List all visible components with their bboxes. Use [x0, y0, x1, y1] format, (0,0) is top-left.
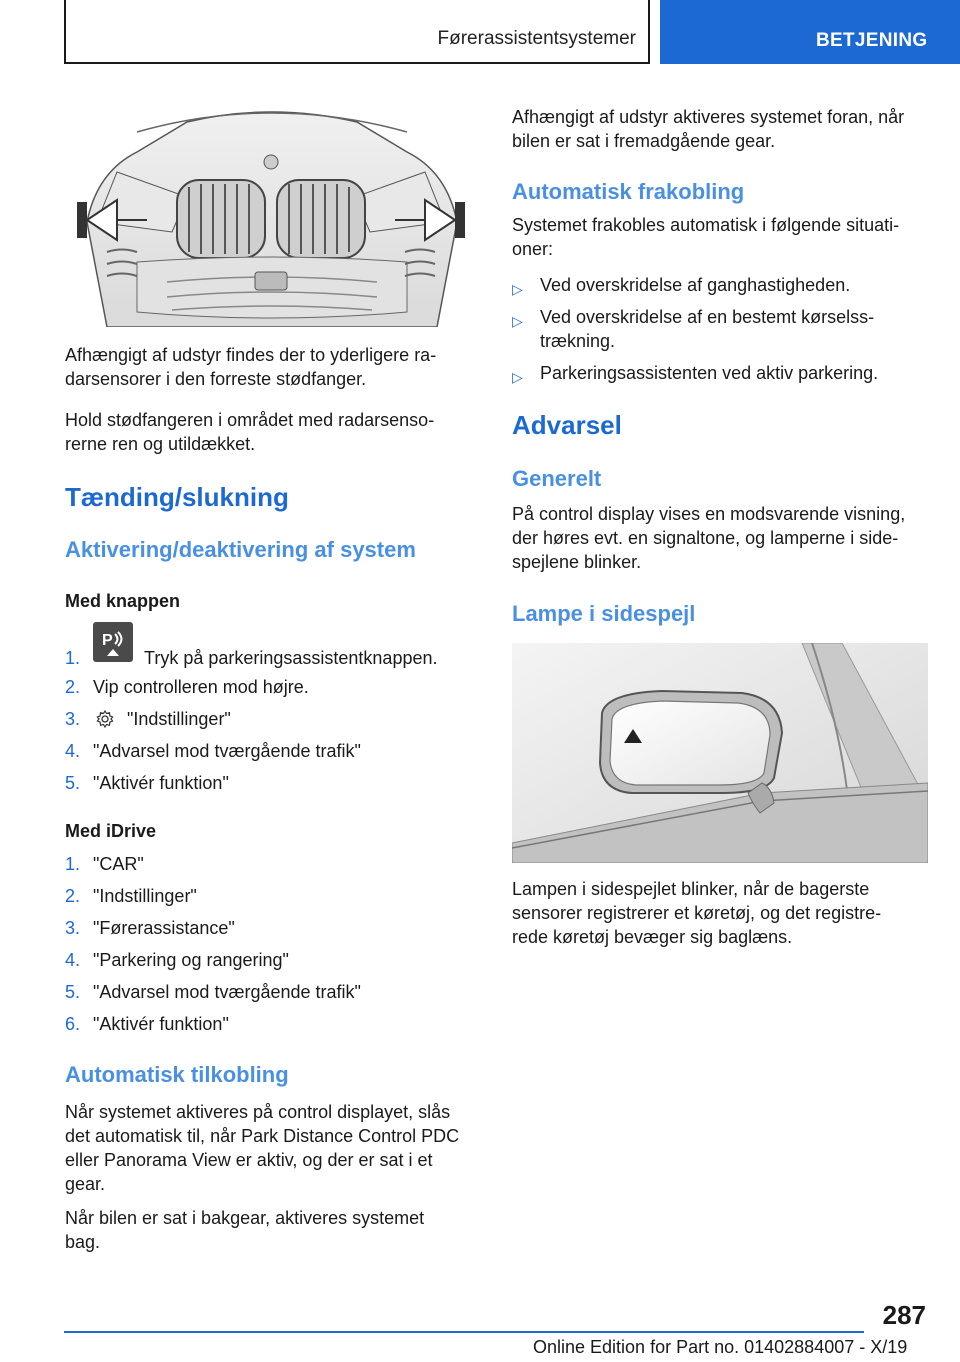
- car-front-illustration: [77, 102, 465, 327]
- auto-off-bullet-1: ▷ Ved overskridelse af ganghastigheden.: [512, 273, 932, 297]
- button-step-2: 2. Vip controlleren mod højre.: [65, 677, 309, 697]
- header-chapter-box: [64, 0, 650, 64]
- idrive-step-6: 6. "Aktivér funktion": [65, 1014, 229, 1034]
- general-line-3: spejlene blinker.: [512, 552, 642, 572]
- bullet-triangle-icon: ▷: [512, 313, 523, 329]
- heading-auto-off: Automatisk frakobling: [512, 179, 745, 204]
- car-caption-line-2: darsensorer i den forreste stødfanger.: [65, 369, 367, 389]
- auto-off-line-2: oner:: [512, 239, 554, 259]
- svg-text:P: P: [102, 632, 113, 649]
- heading-activation: Aktivering/deaktivering af system: [65, 537, 416, 562]
- auto-off-line-1: Systemet frakobles automatisk i følgende situati-: [512, 215, 900, 235]
- idrive-step-1: 1. "CAR": [65, 854, 144, 874]
- auto-on-line-1: Når systemet aktiveres på control displayet, slås: [65, 1102, 451, 1122]
- reverse-line-2: bag.: [65, 1232, 101, 1252]
- keep-clean-line-2: rerne ren og utildækket.: [65, 434, 256, 454]
- button-step-1: 1. P Tryk på parkeringsassistentknappen.: [65, 646, 480, 670]
- mirror-line-3: rede køretøj bevæger sig baglæns.: [512, 927, 793, 947]
- heading-warning: Advarsel: [512, 410, 622, 440]
- auto-on-line-3: eller Panorama View er aktiv, og der er sat i et: [65, 1150, 433, 1170]
- park-assist-button-icon: [93, 622, 133, 662]
- car-caption-line-1: Afhængigt af udstyr findes der to yderligere ra-: [65, 345, 437, 365]
- heading-mirror-lamp: Lampe i sidespejl: [512, 601, 696, 626]
- heading-with-button: Med knappen: [65, 591, 181, 611]
- section-title: BETJENING: [816, 30, 928, 51]
- side-mirror-illustration: [512, 643, 928, 863]
- auto-off-bullet-3: ▷ Parkeringsassistenten ved aktiv parkering.: [512, 361, 932, 385]
- idrive-step-5: 5. "Advarsel mod tværgående trafik": [65, 982, 361, 1002]
- header-section-box: [660, 0, 960, 64]
- mirror-line-2: sensorer registrerer et køretøj, og det registre-: [512, 903, 882, 923]
- auto-on-line-2: det automatisk til, når Park Distance Control PDC: [65, 1126, 460, 1146]
- front-line-1: Afhængigt af udstyr aktiveres systemet foran, når: [512, 107, 905, 127]
- idrive-step-4: 4. "Parkering og rangering": [65, 950, 289, 970]
- gear-icon: [95, 709, 115, 735]
- button-step-5: 5. "Aktivér funktion": [65, 773, 229, 793]
- general-line-2: der høres evt. en signaltone, og lamperne i side-: [512, 528, 899, 548]
- heading-general: Generelt: [512, 466, 602, 491]
- mirror-line-1: Lampen i sidespejlet blinker, når de bagerste: [512, 879, 870, 899]
- idrive-step-3: 3. "Førerassistance": [65, 918, 235, 938]
- bullet-triangle-icon: ▷: [512, 281, 523, 297]
- chapter-title: Førerassistentsystemer: [437, 28, 636, 49]
- heading-auto-on: Automatisk tilkobling: [65, 1062, 289, 1087]
- auto-on-line-4: gear.: [65, 1174, 106, 1194]
- reverse-line-1: Når bilen er sat i bakgear, aktiveres systemet: [65, 1208, 425, 1228]
- footer-rule: [64, 1331, 864, 1333]
- front-line-2: bilen er sat i fremadgående gear.: [512, 131, 776, 151]
- edition-note: Online Edition for Part no. 01402884007 - X/19: [533, 1337, 908, 1357]
- general-line-1: På control display vises en modsvarende visning,: [512, 504, 906, 524]
- heading-with-idrive: Med iDrive: [65, 821, 157, 841]
- auto-off-bullet-2: ▷ Ved overskridelse af en bestemt kørselss- trækning.: [512, 307, 875, 351]
- button-step-3: 3. "Indstillinger": [65, 707, 480, 731]
- keep-clean-line-1: Hold stødfangeren i området med radarsenso-: [65, 410, 435, 430]
- heading-ignition: Tænding/slukning: [65, 482, 289, 512]
- idrive-step-2: 2. "Indstillinger": [65, 886, 197, 906]
- button-step-4: 4. "Advarsel mod tværgående trafik": [65, 741, 361, 761]
- page-number: 287: [882, 1300, 926, 1330]
- bullet-triangle-icon: ▷: [512, 369, 523, 385]
